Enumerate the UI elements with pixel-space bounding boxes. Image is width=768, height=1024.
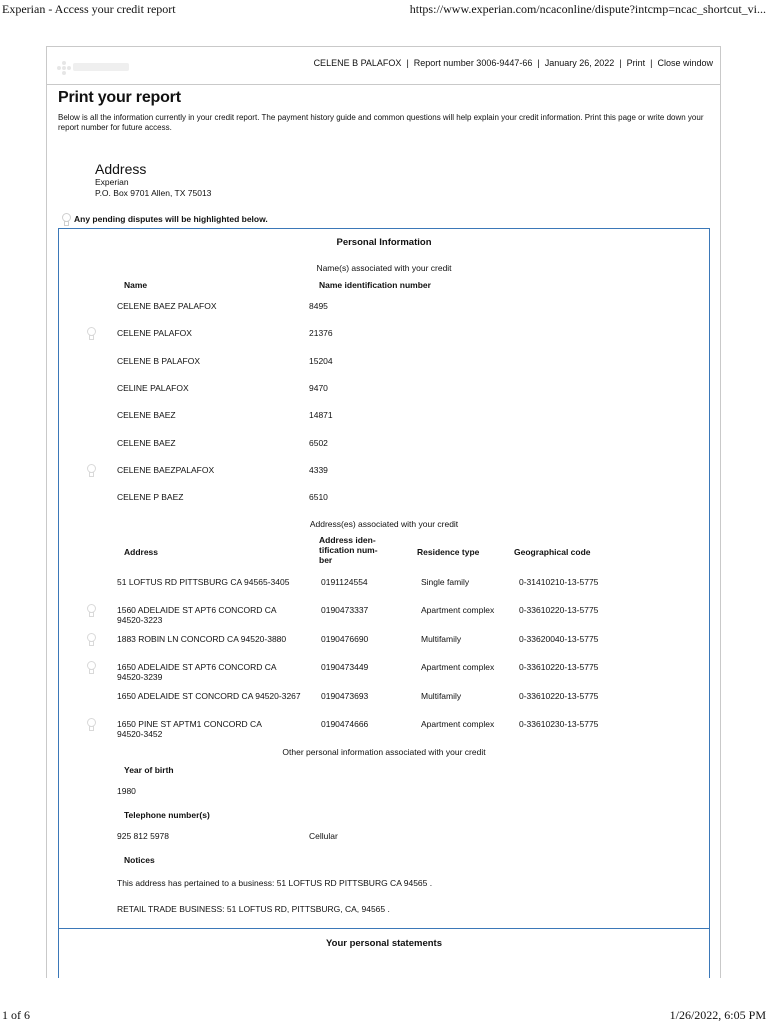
addresses-header-type: Residence type xyxy=(417,547,480,557)
mailing-address xyxy=(95,161,211,199)
name-cell: CELENE BAEZ xyxy=(117,410,176,421)
disputes-note-text: Any pending disputes will be highlighted below. xyxy=(74,214,268,224)
addresses-header-id-line2: tification num- xyxy=(319,545,378,555)
notice-business: This address has pertained to a business: 51 LOFTUS RD PITTSBURG CA 94565 . xyxy=(117,878,433,888)
address-cell xyxy=(117,634,307,644)
name-id-cell: 4339 xyxy=(309,464,328,475)
address-line: 1650 PINE ST APTM1 CONCORD CA xyxy=(117,719,262,729)
geo-code-cell: 0-33610220-13-5775 xyxy=(519,605,599,615)
name-cell: CELENE B PALAFOX xyxy=(117,355,200,366)
residence-type-cell: Apartment complex xyxy=(421,719,495,729)
print-datetime: 1/26/2022, 6:05 PM xyxy=(669,1008,766,1022)
names-header-id: Name identification number xyxy=(319,280,431,290)
names-subtitle: Name(s) associated with your credit xyxy=(316,263,452,273)
name-id-cell: 8495 xyxy=(309,301,328,311)
name-id-cell: 9470 xyxy=(309,382,328,393)
report-window xyxy=(46,46,721,978)
residence-type-cell: Single family xyxy=(421,577,470,587)
report-date: January 26, 2022 xyxy=(544,58,615,68)
address-line: 94520-3239 xyxy=(117,672,163,682)
address-id-cell: 0190473449 xyxy=(321,662,369,672)
names-header-name: Name xyxy=(124,280,148,290)
name-id-cell: 21376 xyxy=(309,328,333,339)
separator: | xyxy=(650,58,653,68)
logo-dots-icon xyxy=(57,61,71,75)
notices-label: Notices xyxy=(124,855,155,865)
name-id-cell: 6510 xyxy=(309,492,328,503)
addresses-header-id-line1: Address iden- xyxy=(319,535,376,545)
close-window-link[interactable]: Close window xyxy=(657,58,713,68)
geo-code-cell: 0-33610220-13-5775 xyxy=(519,691,599,701)
experian-logo xyxy=(57,59,131,77)
address-id-cell: 0191124554 xyxy=(321,577,368,587)
personal-information-title: Personal Information xyxy=(336,237,432,248)
name-cell: CELENE P BAEZ xyxy=(117,492,184,503)
name-cell: CELENE BAEZPALAFOX xyxy=(117,464,215,475)
addresses-header-id-line3: ber xyxy=(319,555,333,565)
address-id-cell: 0190473337 xyxy=(321,605,369,615)
notice-retail: RETAIL TRADE BUSINESS: 51 LOFTUS RD, PITTSBURG, CA, 94565 . xyxy=(117,904,390,914)
report-topbar xyxy=(47,47,720,85)
address-line: 51 LOFTUS RD PITTSBURG CA 94565-3405 xyxy=(117,577,290,587)
geo-code-cell: 0-33610230-13-5775 xyxy=(519,719,599,729)
dispute-bulb-icon xyxy=(86,327,95,338)
report-meta xyxy=(314,58,713,68)
print-link[interactable]: Print xyxy=(626,58,646,68)
address-line: 1650 ADELAIDE ST CONCORD CA 94520-3267 xyxy=(117,691,301,701)
telephone-label: Telephone number(s) xyxy=(124,810,210,820)
address-cell xyxy=(117,662,307,682)
address-title: Address xyxy=(95,161,147,177)
residence-type-cell: Multifamily xyxy=(421,691,462,701)
other-info-subtitle: Other personal information associated with your credit xyxy=(282,747,486,757)
personal-statements-title: Your personal statements xyxy=(326,938,442,949)
separator: | xyxy=(406,58,409,68)
name-cell: CELENE BAEZ PALAFOX xyxy=(117,301,217,311)
personal-information-panel xyxy=(58,228,710,978)
telephone-type: Cellular xyxy=(309,831,338,841)
dispute-bulb-icon xyxy=(86,464,95,475)
name-id-cell: 15204 xyxy=(309,355,333,366)
print-page-url: https://www.experian.com/ncaconline/dispute?intcmp=ncac_shortcut_vi... xyxy=(409,2,766,16)
dispute-bulb-icon xyxy=(86,718,95,729)
address-line: 94520-3452 xyxy=(117,729,163,739)
name-cell: CELINE PALAFOX xyxy=(117,382,189,393)
dispute-bulb-icon xyxy=(86,633,95,644)
personal-statements-panel xyxy=(58,928,710,978)
name-cell: CELENE PALAFOX xyxy=(117,328,192,339)
year-of-birth-label: Year of birth xyxy=(124,765,174,775)
geo-code-cell: 0-33610220-13-5775 xyxy=(519,662,599,672)
separator: | xyxy=(537,58,540,68)
consumer-name: CELENE B PALAFOX xyxy=(313,58,402,68)
print-header xyxy=(2,2,766,16)
telephone-value: 925 812 5978 xyxy=(117,831,169,841)
disputes-note xyxy=(61,213,268,224)
address-line: 94520-3223 xyxy=(117,615,163,625)
page-title: Print your report xyxy=(58,89,181,106)
address-cell xyxy=(117,577,307,587)
year-of-birth-value: 1980 xyxy=(117,786,136,796)
report-number: Report number 3006-9447-66 xyxy=(413,58,533,68)
address-cell xyxy=(117,719,307,739)
residence-type-cell: Apartment complex xyxy=(421,605,495,615)
residence-type-cell: Multifamily xyxy=(421,634,462,644)
page-count: 1 of 6 xyxy=(2,1008,30,1022)
name-id-cell: 14871 xyxy=(309,410,333,421)
intro-text: Below is all the information currently in your credit report. The payment history guide and common questions will help explain your credit information. Print this page or write down your report number for future access. xyxy=(58,113,704,132)
geo-code-cell: 0-31410210-13-5775 xyxy=(519,577,599,587)
address-cell xyxy=(117,605,307,625)
address-line: 1650 ADELAIDE ST APT6 CONCORD CA xyxy=(117,662,277,672)
address-id-cell: 0190474666 xyxy=(321,719,369,729)
dispute-bulb-icon xyxy=(86,604,95,615)
geo-code-cell: 0-33620040-13-5775 xyxy=(519,634,599,644)
separator: | xyxy=(619,58,622,68)
addresses-subtitle: Address(es) associated with your credit xyxy=(309,519,459,529)
address-line-2: P.O. Box 9701 Allen, TX 75013 xyxy=(95,188,212,198)
address-line: 1883 ROBIN LN CONCORD CA 94520-3880 xyxy=(117,634,287,644)
print-footer xyxy=(2,1008,766,1022)
name-id-cell: 6502 xyxy=(309,437,328,448)
address-cell xyxy=(117,691,307,701)
print-page-title: Experian - Access your credit report xyxy=(2,2,176,16)
residence-type-cell: Apartment complex xyxy=(421,662,495,672)
addresses-header-geo: Geographical code xyxy=(514,547,591,557)
addresses-header-id xyxy=(319,535,378,565)
name-cell: CELENE BAEZ xyxy=(117,437,176,448)
address-id-cell: 0190473693 xyxy=(321,691,369,701)
address-line-1: Experian xyxy=(95,177,129,187)
logo-wordmark xyxy=(73,63,129,71)
address-line: 1560 ADELAIDE ST APT6 CONCORD CA xyxy=(117,605,277,615)
dispute-bulb-icon xyxy=(61,213,70,224)
address-id-cell: 0190476690 xyxy=(321,634,369,644)
dispute-bulb-icon xyxy=(86,661,95,672)
addresses-header-address: Address xyxy=(124,547,159,557)
